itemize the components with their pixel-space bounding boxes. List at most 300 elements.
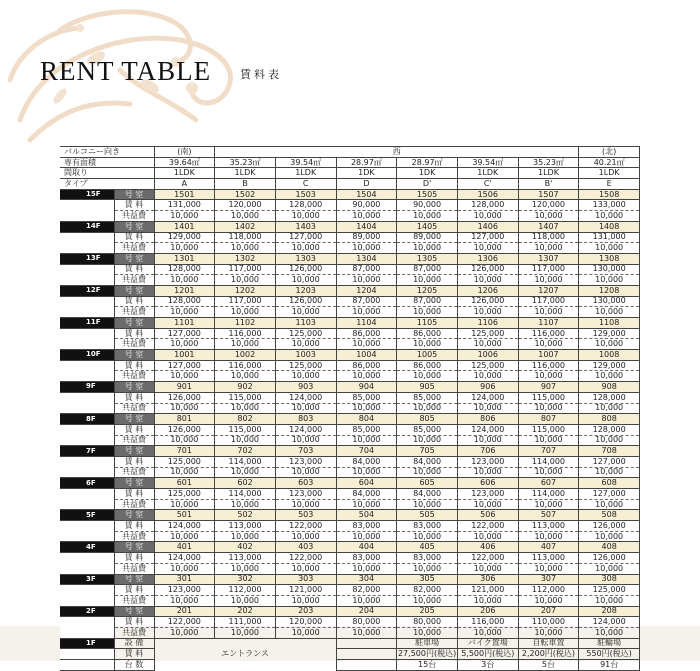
layout-label: 間取り (60, 168, 154, 179)
room-value: 602 (215, 478, 276, 489)
floor-label: 1F (60, 638, 114, 649)
floor-label: 4F (60, 542, 114, 553)
rent-value: 83,000 (397, 521, 458, 532)
floor-label: 11F (60, 318, 114, 329)
parking-label: 駐車場 (397, 638, 458, 649)
floor-fee-row (60, 467, 640, 478)
floor-spacer (60, 264, 114, 275)
fee-value: 10,000 (275, 627, 336, 638)
floor-spacer (60, 328, 114, 339)
floor-spacer (60, 424, 114, 435)
room-value: 403 (275, 542, 336, 553)
rent-value: 130,000 (579, 296, 640, 307)
rent-value: 84,000 (397, 489, 458, 500)
floor-spacer (60, 200, 114, 211)
room-value: 1407 (518, 221, 579, 232)
fee-value: 10,000 (518, 403, 579, 414)
room-value: 1108 (579, 318, 640, 329)
floor-room-row (60, 414, 640, 425)
fee-value: 10,000 (518, 211, 579, 222)
rent-value: 126,000 (579, 521, 640, 532)
fee-value: 10,000 (457, 627, 518, 638)
fee-value: 10,000 (518, 307, 579, 318)
floor-fee-row (60, 211, 640, 222)
floor-fee-row (60, 371, 640, 382)
fee-value: 10,000 (579, 499, 640, 510)
floor-spacer (60, 232, 114, 243)
fee-value: 10,000 (397, 563, 458, 574)
rent-value: 123,000 (275, 456, 336, 467)
room-value: 402 (215, 542, 276, 553)
floor-rent-row (60, 553, 640, 564)
room-value: 805 (397, 414, 458, 425)
fee-value: 10,000 (336, 435, 397, 446)
rent-value: 133,000 (579, 200, 640, 211)
row-label-fee: 共益費 (114, 531, 154, 542)
rent-value: 124,000 (579, 617, 640, 628)
rent-value: 126,000 (457, 296, 518, 307)
rent-value: 122,000 (457, 521, 518, 532)
room-value: 1102 (215, 318, 276, 329)
row-label-room: 号 室 (114, 285, 154, 296)
area-cell: 39.54㎡ (275, 157, 336, 168)
rent-value: 115,000 (518, 424, 579, 435)
fee-value: 10,000 (154, 435, 215, 446)
floor-spacer (60, 649, 114, 660)
spacer-cell (336, 638, 397, 649)
room-value: 1507 (518, 189, 579, 200)
fee-value: 10,000 (154, 499, 215, 510)
rent-value: 122,000 (154, 617, 215, 628)
fee-value: 10,000 (457, 339, 518, 350)
room-value: 1005 (397, 350, 458, 361)
bicycle2-count: 91台 (579, 660, 640, 671)
floor-room-row (60, 542, 640, 553)
area-label: 専有面積 (60, 157, 154, 168)
rent-value: 128,000 (457, 200, 518, 211)
room-value: 703 (275, 446, 336, 457)
room-value: 605 (397, 478, 458, 489)
floor-spacer (60, 660, 114, 671)
room-value: 1106 (457, 318, 518, 329)
area-cell: 28.97㎡ (397, 157, 458, 168)
room-value: 705 (397, 446, 458, 457)
floor-room-row (60, 382, 640, 393)
fee-value: 10,000 (336, 467, 397, 478)
fee-value: 10,000 (215, 339, 276, 350)
area-cell: 35.23㎡ (215, 157, 276, 168)
room-value: 408 (579, 542, 640, 553)
fee-value: 10,000 (215, 563, 276, 574)
room-value: 504 (336, 510, 397, 521)
row-label-rent: 賃 料 (114, 424, 154, 435)
fee-value: 10,000 (154, 403, 215, 414)
fee-value: 10,000 (579, 243, 640, 254)
room-value: 1201 (154, 285, 215, 296)
rent-value: 125,000 (154, 489, 215, 500)
rent-value: 86,000 (336, 360, 397, 371)
rent-value: 128,000 (579, 392, 640, 403)
floor-spacer (60, 275, 114, 286)
floor-spacer (60, 243, 114, 254)
room-value: 1206 (457, 285, 518, 296)
fee-value: 10,000 (579, 435, 640, 446)
area-cell: 35.23㎡ (518, 157, 579, 168)
room-value: 903 (275, 382, 336, 393)
room-value: 708 (579, 446, 640, 457)
fee-value: 10,000 (397, 211, 458, 222)
row-label-room: 号 室 (114, 253, 154, 264)
rent-value: 84,000 (336, 456, 397, 467)
room-value: 1101 (154, 318, 215, 329)
fee-value: 10,000 (336, 211, 397, 222)
balcony-row (60, 147, 640, 158)
fee-value: 10,000 (275, 435, 336, 446)
row-label-facility: 設 備 (114, 638, 154, 649)
floor-fee-row (60, 531, 640, 542)
row-label-fee: 共益費 (114, 435, 154, 446)
area-cell: 39.54㎡ (457, 157, 518, 168)
spacer-cell (336, 660, 397, 671)
rent-value: 122,000 (275, 553, 336, 564)
room-value: 1003 (275, 350, 336, 361)
floor-label: 12F (60, 285, 114, 296)
room-value: 1504 (336, 189, 397, 200)
bike-count: 3台 (457, 660, 518, 671)
rent-value: 124,000 (457, 392, 518, 403)
fee-value: 10,000 (154, 627, 215, 638)
row-label-room: 号 室 (114, 350, 154, 361)
rent-value: 85,000 (397, 424, 458, 435)
floor-spacer (60, 371, 114, 382)
room-value: 603 (275, 478, 336, 489)
rent-value: 110,000 (518, 617, 579, 628)
rent-value: 125,000 (154, 456, 215, 467)
floor-fee-row (60, 275, 640, 286)
room-value: 807 (518, 414, 579, 425)
room-value: 507 (518, 510, 579, 521)
fee-value: 10,000 (275, 403, 336, 414)
parking-count: 15台 (397, 660, 458, 671)
bicycle-count: 5台 (518, 660, 579, 671)
rent-value: 117,000 (215, 264, 276, 275)
floor-fee-row (60, 499, 640, 510)
fee-value: 10,000 (154, 563, 215, 574)
rent-value: 116,000 (518, 328, 579, 339)
floor-room-row (60, 478, 640, 489)
rent-value: 87,000 (336, 296, 397, 307)
fee-value: 10,000 (275, 339, 336, 350)
room-value: 801 (154, 414, 215, 425)
room-value: 802 (215, 414, 276, 425)
fee-value: 10,000 (215, 435, 276, 446)
fee-value: 10,000 (579, 531, 640, 542)
layout-cell: 1LDK (457, 168, 518, 179)
fee-value: 10,000 (579, 339, 640, 350)
balcony-south: (南) (154, 147, 215, 158)
rent-value: 85,000 (397, 392, 458, 403)
room-value: 301 (154, 574, 215, 585)
fee-value: 10,000 (215, 403, 276, 414)
rent-value: 128,000 (275, 200, 336, 211)
rent-value: 90,000 (397, 200, 458, 211)
fee-value: 10,000 (579, 595, 640, 606)
floor-rent-row (60, 264, 640, 275)
floor-spacer (60, 617, 114, 628)
floor-rent-row (60, 232, 640, 243)
layout-row (60, 168, 640, 179)
floor-spacer (60, 467, 114, 478)
row-label-fee: 共益費 (114, 371, 154, 382)
rent-value: 124,000 (275, 392, 336, 403)
room-value: 208 (579, 606, 640, 617)
room-value: 204 (336, 606, 397, 617)
room-value: 1304 (336, 253, 397, 264)
rent-value: 84,000 (397, 456, 458, 467)
room-value: 503 (275, 510, 336, 521)
floor-room-row (60, 189, 640, 200)
row-label-fee: 共益費 (114, 243, 154, 254)
floor-spacer (60, 456, 114, 467)
rent-value: 123,000 (457, 489, 518, 500)
room-value: 203 (275, 606, 336, 617)
fee-value: 10,000 (518, 595, 579, 606)
room-value: 1204 (336, 285, 397, 296)
rent-value: 129,000 (579, 328, 640, 339)
floor-spacer (60, 585, 114, 596)
bicycle2-price: 550円(税込) (579, 649, 640, 660)
rent-value: 127,000 (154, 360, 215, 371)
row-label-room: 号 室 (114, 221, 154, 232)
rent-value: 115,000 (215, 424, 276, 435)
fee-value: 10,000 (336, 243, 397, 254)
row-label-fee: 共益費 (114, 403, 154, 414)
rent-value: 127,000 (154, 328, 215, 339)
room-value: 1107 (518, 318, 579, 329)
layout-cell: 1LDK (154, 168, 215, 179)
fee-value: 10,000 (275, 275, 336, 286)
rent-value: 113,000 (215, 521, 276, 532)
floor-label: 6F (60, 478, 114, 489)
fee-value: 10,000 (215, 243, 276, 254)
floor-spacer (60, 211, 114, 222)
fee-value: 10,000 (457, 531, 518, 542)
layout-cell: 1LDK (275, 168, 336, 179)
fee-value: 10,000 (518, 339, 579, 350)
floor-rent-row (60, 585, 640, 596)
rent-value: 85,000 (336, 392, 397, 403)
room-value: 702 (215, 446, 276, 457)
rent-value: 124,000 (154, 553, 215, 564)
fee-value: 10,000 (397, 307, 458, 318)
row-label-room: 号 室 (114, 574, 154, 585)
fee-value: 10,000 (275, 563, 336, 574)
fee-value: 10,000 (275, 371, 336, 382)
page-subtitle: 賃料表 (240, 68, 282, 81)
fee-value: 10,000 (457, 403, 518, 414)
floor-rent-row (60, 617, 640, 628)
fee-value: 10,000 (457, 371, 518, 382)
rent-value: 125,000 (457, 360, 518, 371)
floor-rent-row (60, 521, 640, 532)
floor-fee-row (60, 627, 640, 638)
rent-value: 125,000 (275, 328, 336, 339)
room-value: 1205 (397, 285, 458, 296)
rent-value: 120,000 (518, 200, 579, 211)
room-value: 307 (518, 574, 579, 585)
row-label-rent: 賃 料 (114, 585, 154, 596)
fee-value: 10,000 (336, 339, 397, 350)
room-value: 501 (154, 510, 215, 521)
rent-value: 123,000 (275, 489, 336, 500)
rent-value: 80,000 (336, 617, 397, 628)
room-value: 205 (397, 606, 458, 617)
room-value: 302 (215, 574, 276, 585)
row-label-room: 号 室 (114, 510, 154, 521)
floor-spacer (60, 307, 114, 318)
floor-room-row (60, 253, 640, 264)
floor-rent-row (60, 456, 640, 467)
room-value: 1002 (215, 350, 276, 361)
rent-value: 114,000 (215, 456, 276, 467)
room-value: 508 (579, 510, 640, 521)
floor-room-row (60, 350, 640, 361)
room-value: 1308 (579, 253, 640, 264)
area-cell: 28.97㎡ (336, 157, 397, 168)
floor-spacer (60, 296, 114, 307)
room-value: 606 (457, 478, 518, 489)
fee-value: 10,000 (518, 531, 579, 542)
floor-label: 8F (60, 414, 114, 425)
row-label-rent: 賃 料 (114, 617, 154, 628)
fee-value: 10,000 (518, 243, 579, 254)
fee-value: 10,000 (215, 307, 276, 318)
floor-fee-row (60, 403, 640, 414)
type-cell: B' (518, 179, 579, 190)
rent-value: 130,000 (579, 264, 640, 275)
fee-value: 10,000 (275, 595, 336, 606)
fee-value: 10,000 (518, 467, 579, 478)
bicycle2-label: 駐輪場 (579, 638, 640, 649)
fee-value: 10,000 (275, 467, 336, 478)
floor-room-row (60, 510, 640, 521)
rent-value: 115,000 (518, 392, 579, 403)
row-label-rent: 賃 料 (114, 232, 154, 243)
rent-value: 82,000 (397, 585, 458, 596)
fee-value: 10,000 (154, 275, 215, 286)
floor-room-row (60, 285, 640, 296)
bicycle-price: 2,200円(税込) (518, 649, 579, 660)
room-value: 1508 (579, 189, 640, 200)
fee-value: 10,000 (215, 499, 276, 510)
room-value: 505 (397, 510, 458, 521)
rent-value: 128,000 (154, 264, 215, 275)
floor-fee-row (60, 435, 640, 446)
type-cell: D' (397, 179, 458, 190)
fee-value: 10,000 (457, 307, 518, 318)
rent-value: 128,000 (579, 424, 640, 435)
fee-value: 10,000 (336, 371, 397, 382)
fee-value: 10,000 (154, 371, 215, 382)
rent-value: 120,000 (275, 617, 336, 628)
area-cell: 39.64㎡ (154, 157, 215, 168)
room-value: 1402 (215, 221, 276, 232)
rent-value: 131,000 (579, 232, 640, 243)
rent-value: 114,000 (518, 456, 579, 467)
layout-cell: 1DK (397, 168, 458, 179)
rent-value: 87,000 (397, 264, 458, 275)
room-value: 1207 (518, 285, 579, 296)
room-value: 1008 (579, 350, 640, 361)
row-label-room: 号 室 (114, 414, 154, 425)
rent-value: 125,000 (457, 328, 518, 339)
fee-value: 10,000 (518, 499, 579, 510)
fee-value: 10,000 (579, 403, 640, 414)
fee-value: 10,000 (457, 563, 518, 574)
row-label-rent: 賃 料 (114, 264, 154, 275)
fee-value: 10,000 (397, 243, 458, 254)
type-cell: E (579, 179, 640, 190)
room-value: 607 (518, 478, 579, 489)
page-title: RENT TABLE (40, 56, 212, 86)
room-value: 1502 (215, 189, 276, 200)
rent-value: 122,000 (457, 553, 518, 564)
rent-value: 112,000 (215, 585, 276, 596)
floor-spacer (60, 403, 114, 414)
type-cell: C (275, 179, 336, 190)
room-value: 1408 (579, 221, 640, 232)
rent-value: 129,000 (154, 232, 215, 243)
rent-value: 127,000 (457, 232, 518, 243)
fee-value: 10,000 (397, 403, 458, 414)
rent-value: 111,000 (215, 617, 276, 628)
type-cell: D (336, 179, 397, 190)
row-label-fee: 共益費 (114, 627, 154, 638)
rent-value: 83,000 (397, 553, 458, 564)
row-label-rent: 賃 料 (114, 553, 154, 564)
room-value: 1302 (215, 253, 276, 264)
room-value: 207 (518, 606, 579, 617)
floor-rent-row (60, 392, 640, 403)
room-value: 806 (457, 414, 518, 425)
rent-value: 86,000 (397, 360, 458, 371)
floor-label: 13F (60, 253, 114, 264)
room-value: 1401 (154, 221, 215, 232)
room-value: 305 (397, 574, 458, 585)
floor-fee-row (60, 243, 640, 254)
floor-spacer (60, 499, 114, 510)
type-cell: C' (457, 179, 518, 190)
floor-rent-row (60, 424, 640, 435)
fee-value: 10,000 (397, 499, 458, 510)
rent-value: 84,000 (336, 489, 397, 500)
fee-value: 10,000 (457, 275, 518, 286)
room-value: 401 (154, 542, 215, 553)
rent-value: 124,000 (275, 424, 336, 435)
row-label-room: 号 室 (114, 446, 154, 457)
fee-value: 10,000 (215, 531, 276, 542)
room-value: 1301 (154, 253, 215, 264)
fee-value: 10,000 (215, 371, 276, 382)
room-value: 202 (215, 606, 276, 617)
fee-value: 10,000 (518, 627, 579, 638)
row-label-rent: 賃 料 (114, 328, 154, 339)
rent-value: 116,000 (457, 617, 518, 628)
room-value: 1007 (518, 350, 579, 361)
rent-value: 126,000 (275, 264, 336, 275)
rent-value: 113,000 (518, 521, 579, 532)
room-value: 1501 (154, 189, 215, 200)
